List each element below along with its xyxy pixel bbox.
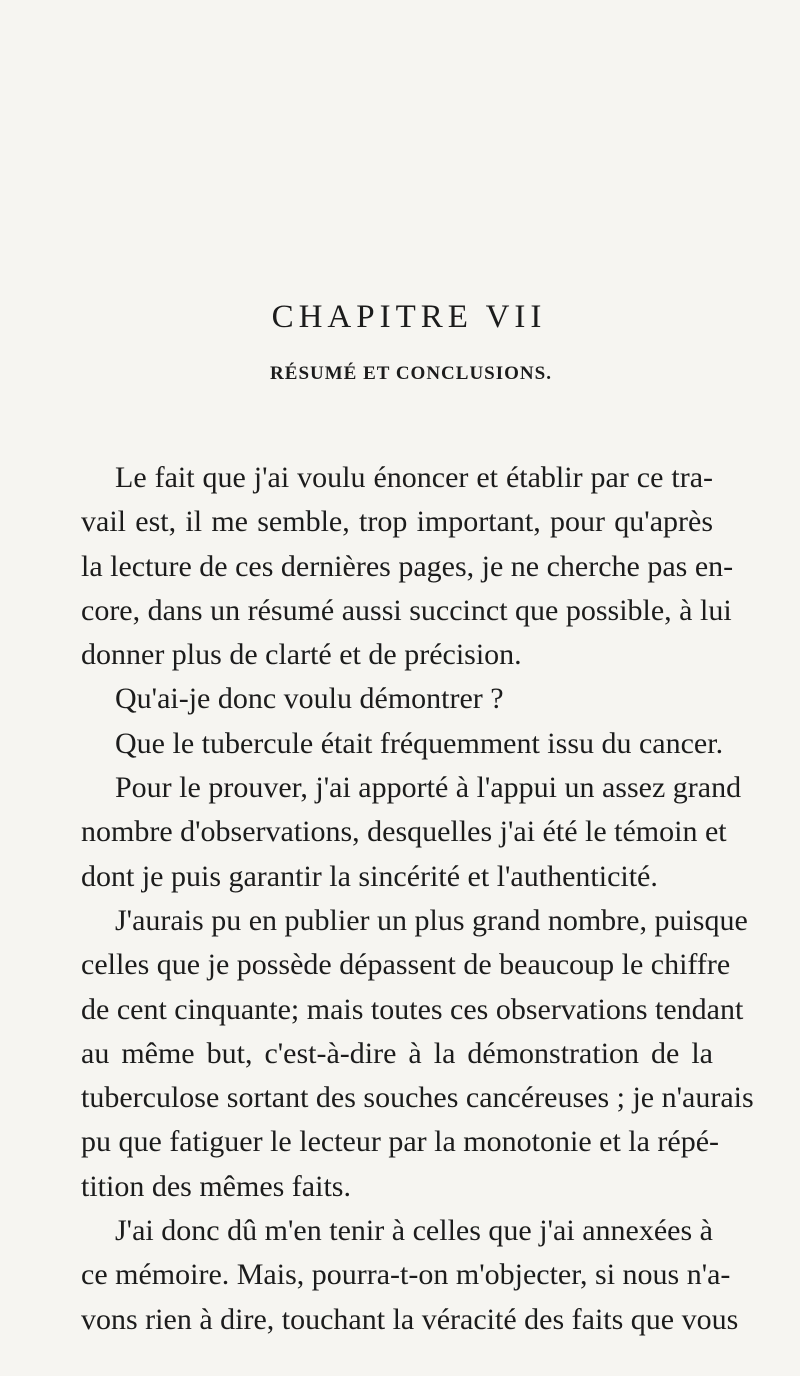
text-line: Le fait que j'ai voulu énoncer et établir par ce tra- xyxy=(115,461,713,494)
body-text xyxy=(81,456,754,1342)
text-line: J'ai donc dû m'en tenir à celles que j'ai annexées à xyxy=(115,1214,713,1248)
section-title: RÉSUMÉ ET CONCLUSIONS. xyxy=(270,363,552,384)
text-line: tition des mêmes faits. xyxy=(81,1169,351,1203)
text-line: core, dans un résumé aussi succinct que possible, à lui xyxy=(81,593,732,627)
text-line: dont je puis garantir la sincérité et l'authenticité. xyxy=(81,859,658,893)
text-line: ce mémoire. Mais, pourra-t-on m'objecter, si nous n'a- xyxy=(81,1258,731,1292)
text-line: tuberculose sortant des souches cancéreuses ; je n'aurais xyxy=(81,1081,754,1115)
text-line: vail est, il me semble, trop important, pour qu'après xyxy=(81,505,713,539)
text-line: pu que fatiguer le lecteur par la monotonie et la répé- xyxy=(81,1125,720,1159)
text-line: vons rien à dire, touchant la véracité des faits que vous xyxy=(81,1302,739,1336)
text-line: Qu'ai-je donc voulu démontrer ? xyxy=(115,682,504,716)
text-line: de cent cinquante; mais toutes ces observations tendant xyxy=(81,992,744,1026)
text-line: au même but, c'est-à-dire à la démonstration de la xyxy=(81,1036,713,1070)
text-line: celles que je possède dépassent de beaucoup le chiffre xyxy=(81,948,731,982)
text-line: J'aurais pu en publier un plus grand nombre, puisque xyxy=(115,903,748,937)
text-line: Que le tubercule était fréquemment issu du cancer. xyxy=(115,726,724,760)
text-line: la lecture de ces dernières pages, je ne cherche pas en- xyxy=(81,549,734,583)
text-line: nombre d'observations, desquelles j'ai été le témoin et xyxy=(81,815,727,849)
text-line: Pour le prouver, j'ai apporté à l'appui un assez grand xyxy=(115,771,742,805)
chapter-title: CHAPITRE VII xyxy=(271,299,547,335)
text-line: donner plus de clarté et de précision. xyxy=(81,638,522,672)
